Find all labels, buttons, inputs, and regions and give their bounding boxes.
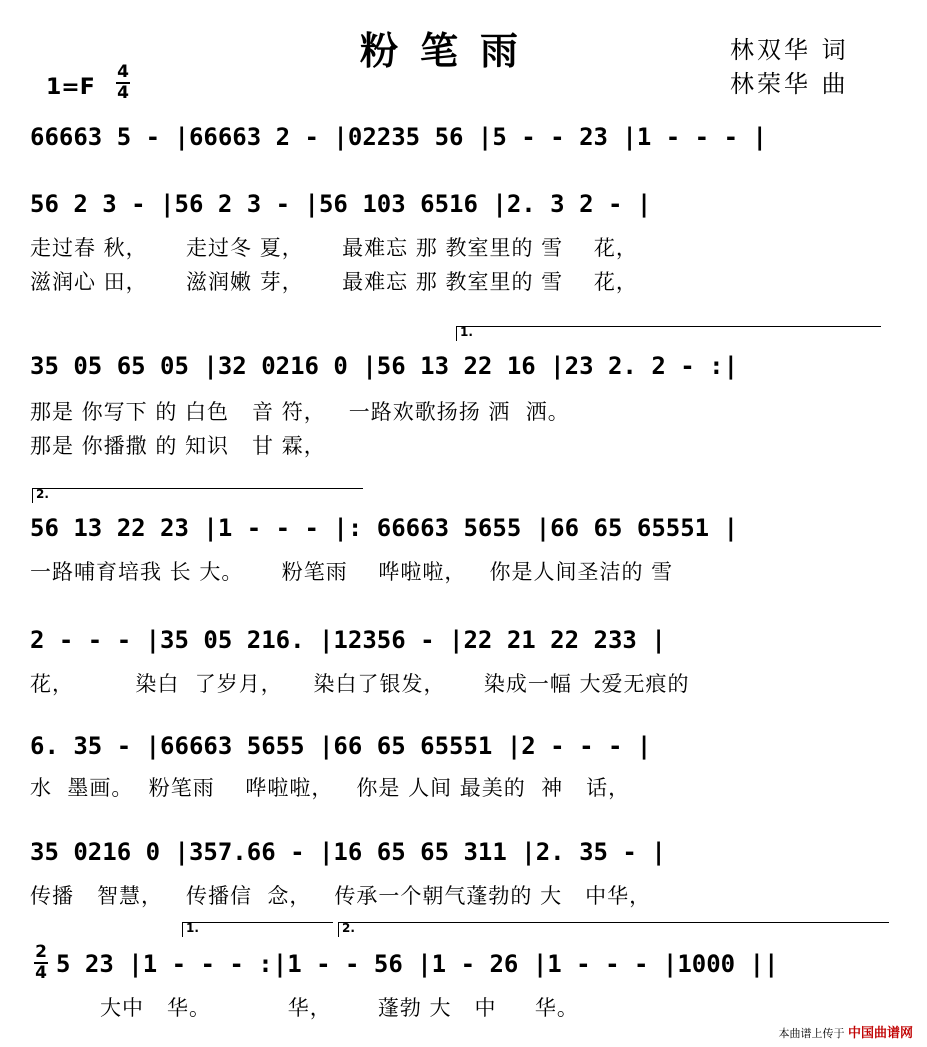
lyric-line-8: 大中 华。 华， 蓬勃 大 中 华。 <box>100 996 579 1020</box>
volta-2-label: 2. <box>36 487 49 501</box>
music-line-1: 66663 5 - |66663 2 - |02235 56 |5 - - 23 |1 - - - | <box>30 123 767 151</box>
lyric-line-3b: 那是 你播撒 的 知识 甘 霖， <box>30 434 326 458</box>
volta-2b-label: 2. <box>342 921 355 935</box>
mid-time-sig-bottom: 4 <box>35 963 47 983</box>
lyric-line-6: 水 墨画。 粉笔雨 哗啦啦， 你是 人间 最美的 神 话， <box>30 776 631 800</box>
volta-second-ending-2 <box>338 922 889 937</box>
music-line-7: 35 0216 0 |357.66 - |16 65 65 311 |2. 35 - | <box>30 838 666 866</box>
volta-1b-label: 1. <box>186 921 199 935</box>
footer-credit <box>778 1022 913 1041</box>
lyric-line-2a: 走过春 秋， 走过冬 夏， 最难忘 那 教室里的 雪 花， <box>30 236 638 260</box>
volta-second-ending <box>32 488 363 503</box>
music-line-3: 35 05 65 05 |32 0216 0 |56 13 22 16 |23 2. 2 - :| <box>30 352 739 380</box>
mid-time-sig-top: 2 <box>35 942 47 962</box>
volta-first-ending-2 <box>182 922 333 937</box>
lyricist-credit: 林双华 词 <box>730 36 849 64</box>
music-line-4: 56 13 22 23 |1 - - - |: 66663 5655 |66 65 65551 | <box>30 514 739 542</box>
footer-text: 本曲谱上传于 <box>778 1027 845 1040</box>
time-signature <box>116 64 130 102</box>
score-title: 粉笔雨 <box>360 29 541 73</box>
music-line-5: 2 - - - |35 05 216. |12356 - |22 21 22 233 | <box>30 626 666 654</box>
volta-1-label: 1. <box>460 325 473 339</box>
time-sig-bottom: 4 <box>117 83 129 103</box>
volta-first-ending <box>456 326 881 341</box>
music-line-8: 5 23 |1 - - - :|1 - - 56 |1 - 26 |1 - - - |1000 || <box>56 950 779 978</box>
lyric-line-7: 传播 智慧， 传播信 念， 传承一个朝气蓬勃的 大 中华， <box>30 884 652 908</box>
lyric-line-3a: 那是 你写下 的 白色 音 符， 一路欢歌扬扬 洒 洒。 <box>30 400 570 424</box>
music-line-2: 56 2 3 - |56 2 3 - |56 103 6516 |2. 3 2 - | <box>30 190 652 218</box>
music-line-6: 6. 35 - |66663 5655 |66 65 65551 |2 - - - | <box>30 732 652 760</box>
time-sig-top: 4 <box>117 62 129 82</box>
key-signature: 1=F <box>46 75 95 100</box>
lyric-line-4: 一路哺育培我 长 大。 粉笔雨 哗啦啦， 你是人间圣洁的 雪 <box>30 560 674 584</box>
footer-site: 中国曲谱网 <box>847 1026 913 1041</box>
lyric-line-5: 花， 染白 了岁月， 染白了银发， 染成一幅 大爱无痕的 <box>30 672 690 696</box>
time-signature-change <box>34 944 48 982</box>
composer-credit: 林荣华 曲 <box>730 70 849 98</box>
lyric-line-2b: 滋润心 田， 滋润嫩 芽， 最难忘 那 教室里的 雪 花， <box>30 270 638 294</box>
